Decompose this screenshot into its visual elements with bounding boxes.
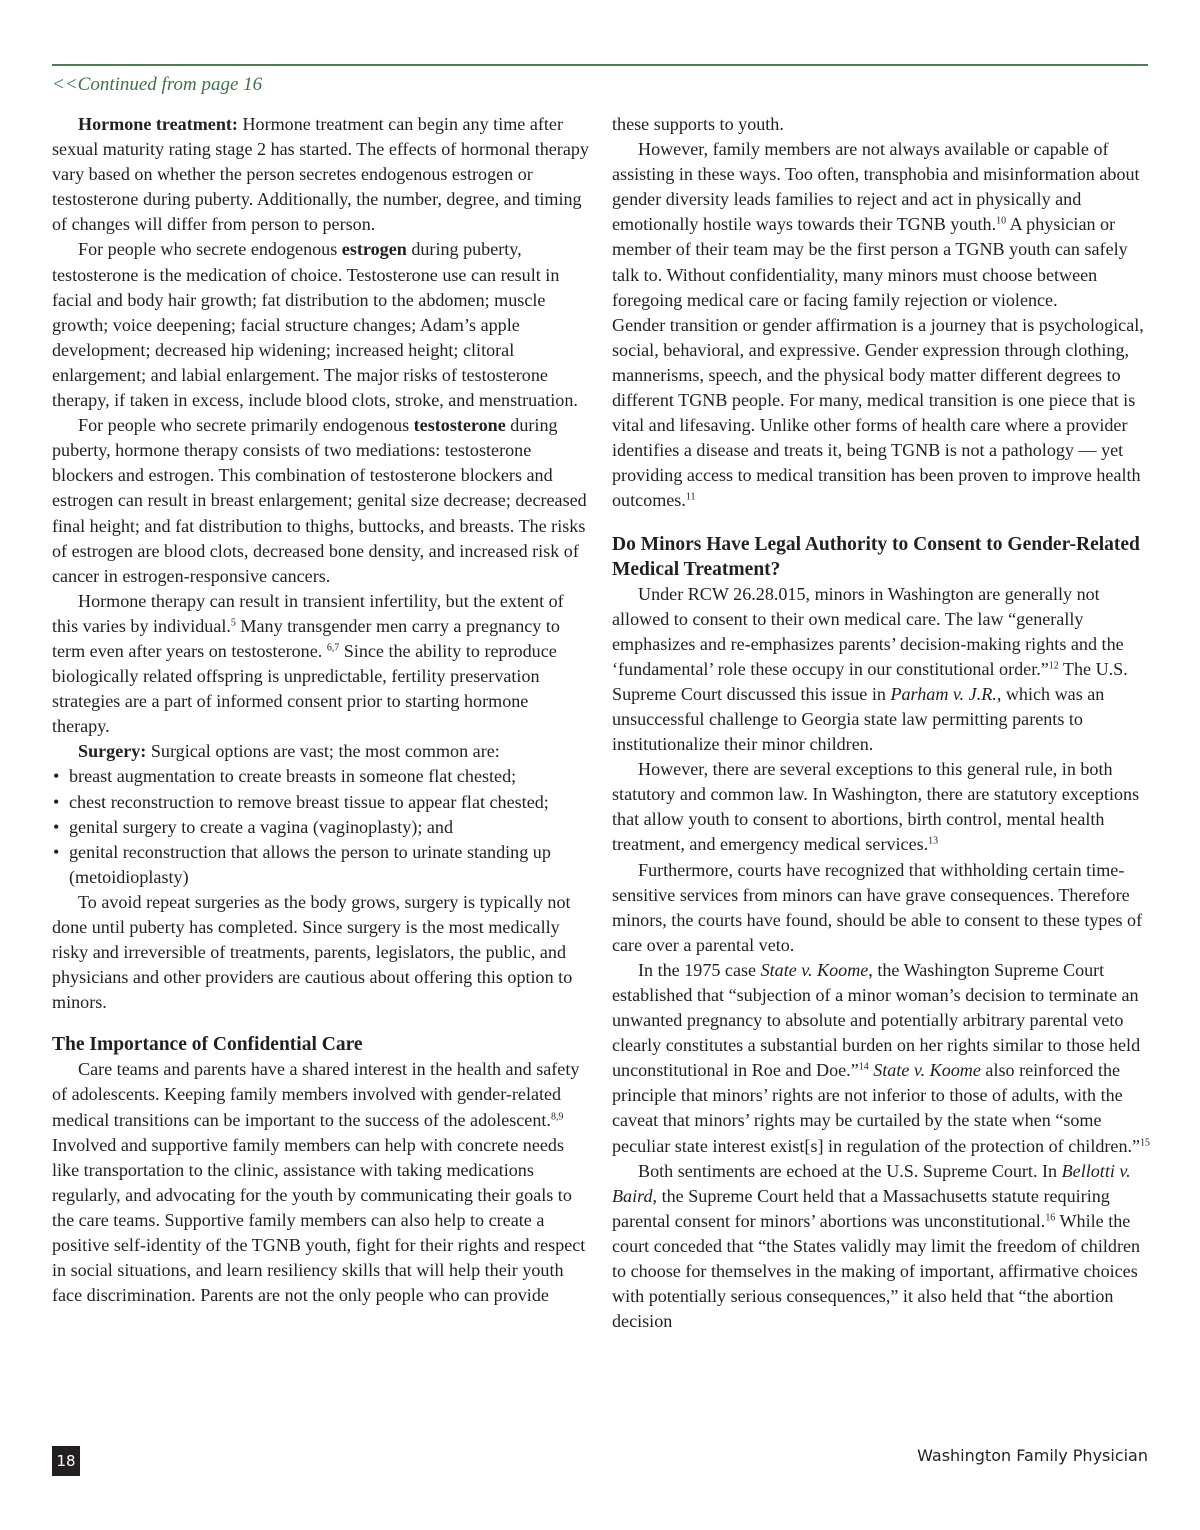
footnote-ref: 15 bbox=[1140, 1137, 1150, 1149]
surgery-paragraph: Surgery: Surgical options are vast; the most common are: bbox=[78, 741, 500, 762]
right-column bbox=[612, 112, 1150, 1334]
left-column bbox=[52, 112, 590, 1308]
header-rule bbox=[52, 64, 1148, 66]
exceptions-paragraph: However, there are several exceptions to this general rule, in both statutory and common law. In Washington, there are statutory exceptions that allow youth to consent to abortions, birth control, mental health treatment, and emergency medical services.$^{13}$ bbox=[612, 759, 1140, 855]
bellotti-paragraph: Both sentiments are echoed at the U.S. Supreme Court. In Bellotti v. Baird, the Supreme Court held that a Massachusetts statute requiring parental consent for minors’ abortions was unconstitutional.$^{16}$ While the court conceded that “the States validly may limit the freedom of children to choose for themselves in the making of important, affirmative choices with potentially serious consequences,” it also held that “the abortion decision bbox=[612, 1160, 1141, 1332]
footnote-ref: 16 bbox=[1045, 1212, 1056, 1224]
hormone-label: Hormone treatment: bbox=[78, 114, 238, 134]
however-paragraph: However, family members are not always available or capable of assisting in these ways. Too often, transphobia and misinformation about gender diversity leads families to reject and act in physically and emotionally hostile ways towards their TGNB youth.$^{10}$ A physician or member of their team may be the first person a TGNB youth can safely talk to. Without confidentiality, many minors must choose between foregoing medical care or facing family rejection or violence. bbox=[612, 139, 1140, 310]
fertility-paragraph: Hormone therapy can result in transient infertility, but the extent of this varies by individual.$^5$ Many transgender men carry a pregnancy to term even after years on testosterone. $^{6,7}$ Since the ability to reproduce biologically related offspring is unpredictable, fertility preservation strategies are a part of informed consent prior to starting hormone therapy. bbox=[52, 590, 564, 737]
avoid-surgery-paragraph: To avoid repeat surgeries as the body grows, surgery is typically not done until puberty has completed. Since surgery is the most medically risky and irreversible of treatments, parents, legislators, the public, and physicians and other providers are cautious about offering this option to minors. bbox=[52, 891, 573, 1013]
transition-paragraph: Gender transition or gender affirmation is a journey that is psychological, social, behavioral, and expressive. Gender expression through clothing, mannerisms, speech, and the physical body matter different degrees to different TGNB people. For many, medical transition is one piece that is vital and lifesaving. Unlike other forms of health care where a provider identifies a disease and treats it, being TGNB is not a pathology — yet providing access to medical transition has been proven to improve health outcomes.$^{11}$ bbox=[612, 314, 1144, 511]
case-name: Parham v. J.R. bbox=[890, 683, 997, 704]
hormone-paragraph: Hormone treatment: Hormone treatment can begin any time after sexual maturity rating stage 2 has started. The effects of hormonal therapy vary based on whether the person secretes endogenous estrogen or testosterone during puberty. Additionally, the number, degree, and timing of changes will differ from person to person. bbox=[52, 114, 589, 235]
list-item: • chest reconstruction to remove breast tissue to appear flat chested; bbox=[52, 790, 590, 815]
page-number: 18 bbox=[52, 1446, 80, 1476]
footnote-ref: 11 bbox=[685, 491, 696, 503]
footnote-ref: 8,9 bbox=[550, 1111, 564, 1123]
rcw-paragraph: Under RCW 26.28.015, minors in Washington are generally not allowed to consent to their own medical care. The law “generally emphasizes and re-emphasizes parents’ decision-making rights and the ‘fundamental’ role these occupy in our constitutional order.”$^{12}$ The U.S. Supreme Court discussed this issue in Parham v. J.R., which was an unsuccessful challenge to Georgia state law permitting parents to institutionalize their minor children. bbox=[612, 583, 1128, 755]
case-name: State v. Koome bbox=[873, 1060, 981, 1081]
footnote-ref: 14 bbox=[858, 1061, 869, 1073]
case-name: Bellotti v. Baird bbox=[612, 1160, 1131, 1206]
case-name: State v. Koome bbox=[760, 959, 869, 980]
publication-name: Washington Family Physician bbox=[917, 1446, 1148, 1465]
surgery-label: Surgery: bbox=[78, 741, 147, 762]
continued-paragraph: these supports to youth. bbox=[612, 114, 784, 134]
list-item: • genital surgery to create a vagina (vaginoplasty); and bbox=[52, 815, 590, 840]
list-item: • genital reconstruction that allows the person to urinate standing up (metoidioplasty) bbox=[52, 840, 590, 890]
footnote-ref: 5 bbox=[230, 617, 236, 629]
courts-paragraph: Furthermore, courts have recognized that withholding certain time-sensitive services from minors can have grave consequences. Therefore minors, the courts have found, should be able to consent to these types of care over a parental veto. bbox=[612, 859, 1143, 955]
koome-paragraph: In the 1975 case State v. Koome, the Washington Supreme Court established that “subjection of a minor woman’s decision to terminate an unwanted pregnancy to absolute and potentially arbitrary parental veto clearly constitutes a substantial burden on her rights similar to those held unconstitutional in Roe and Doe.”$^{14}$ State v. Koome also reinforced the principle that minors’ rights are not inferior to those of adults, with the caveat that minors’ rights may be curtailed by the state when “some peculiar state interest exist[s] in regulation of the protection of children.”$^{15}$ bbox=[612, 959, 1150, 1156]
list-item: • breast augmentation to create breasts in someone flat chested; bbox=[52, 764, 590, 789]
footnote-ref: 6,7 bbox=[326, 642, 340, 654]
surgery-options-list bbox=[52, 764, 590, 889]
footnote-ref: 13 bbox=[928, 835, 939, 847]
footnote-ref: 12 bbox=[1048, 660, 1059, 672]
footnote-ref: 10 bbox=[996, 215, 1007, 227]
estrogen-paragraph: For people who secrete endogenous estrogen during puberty, testosterone is the medication of choice. Testosterone use can result in facial and body hair growth; fat distribution to the abdomen; muscle growth; voice deepening; facial structure changes; Adam’s apple development; decreased hip widening; increased height; clitoral enlargement; and labial enlargement. The major risks of testosterone therapy, if taken in excess, include blood clots, stroke, and menstruation. bbox=[52, 239, 578, 411]
continued-from-note: <<Continued from page 16 bbox=[52, 74, 263, 95]
testosterone-paragraph: For people who secrete primarily endogenous testosterone during puberty, hormone therapy consists of two mediations: testosterone blockers and estrogen. This combination of testosterone blockers and estrogen can result in breast enlargement; genital size decrease; decreased final height; and fat distribution to thighs, buttocks, and breasts. The risks of estrogen are blood clots, decreased bone density, and increased risk of cancer in estrogen-responsive cancers. bbox=[52, 415, 587, 586]
section-heading-legal-authority: Do Minors Have Legal Authority to Consent to Gender-Related Medical Treatment? bbox=[612, 533, 1140, 580]
section-heading-confidential-care: The Importance of Confidential Care bbox=[52, 1034, 363, 1056]
care-paragraph: Care teams and parents have a shared interest in the health and safety of adolescents. Keeping family members involved with gender-related medical transitions can be important to the success of the adolescent.$^{8,9}$ Involved and supportive family members can help with concrete needs like transportation to the clinic, assistance with taking medications regularly, and advocating for the youth by communicating their goals to the care teams. Supportive family members can also help to create a positive self-identity of the TGNB youth, fight for their rights and respect in social situations, and learn resiliency skills that will help their youth face discrimination. Parents are not the only people who can provide bbox=[52, 1059, 586, 1306]
